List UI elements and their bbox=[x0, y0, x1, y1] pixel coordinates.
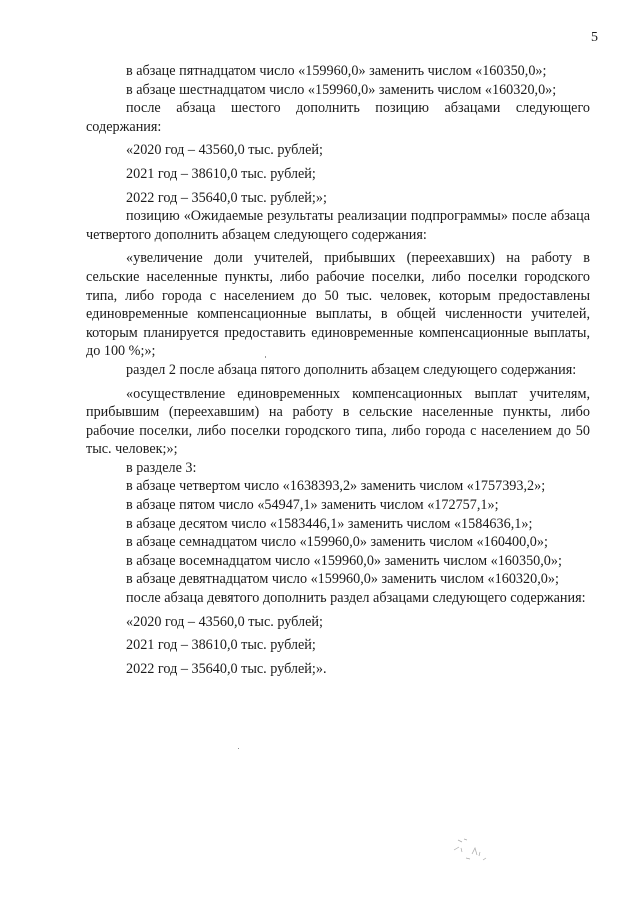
paragraph: «увеличение доли учителей, прибывших (переехавших) на работу в сельские населенные пункты, либо рабочие поселки, либо поселки городского типа, либо города с населением до 50 тыс. человек, которым предоставлены единовременные компенсационные выплаты, в общей численности учителей, которым планируется предоставить единовременные компенсационные выплаты, до 100 %;»; bbox=[86, 250, 590, 360]
paragraph: в абзаце восемнадцатом число «159960,0» заменить числом «160350,0»; bbox=[126, 552, 562, 569]
paragraph: 2022 год – 35640,0 тыс. рублей;»; bbox=[126, 189, 327, 206]
paragraph: после абзаца шестого дополнить позицию абзацами следующего содержания: bbox=[86, 100, 590, 135]
page-number: 5 bbox=[591, 30, 598, 45]
paragraph: 2022 год – 35640,0 тыс. рублей;». bbox=[126, 660, 327, 677]
paragraph: «2020 год – 43560,0 тыс. рублей; bbox=[126, 142, 323, 159]
paragraph: в абзаце девятнадцатом число «159960,0» заменить числом «160320,0»; bbox=[126, 571, 559, 588]
paragraph: после абзаца девятого дополнить раздел абзацами следующего содержания: bbox=[126, 590, 586, 607]
paragraph: в абзаце десятом число «1583446,1» заменить числом «1584636,1»; bbox=[126, 515, 533, 532]
paragraph: 2021 год – 38610,0 тыс. рублей; bbox=[126, 637, 316, 654]
paragraph: позицию «Ожидаемые результаты реализации подпрограммы» после абзаца четвертого дополнить абзацем следующего содержания: bbox=[86, 208, 590, 243]
paragraph: в абзаце пятом число «54947,1» заменить числом «172757,1»; bbox=[126, 497, 499, 514]
paragraph: «2020 год – 43560,0 тыс. рублей; bbox=[126, 613, 323, 630]
paragraph: «осуществление единовременных компенсационных выплат учителям, прибывшим (переехавшим) на работу в сельские населенные пункты, либо рабочие поселки, либо поселки городского типа, либо города с населением до 50 тыс. человек;»; bbox=[86, 385, 590, 458]
scan-speck bbox=[238, 748, 239, 749]
paragraph: в абзаце шестнадцатом число «159960,0» заменить числом «160320,0»; bbox=[126, 81, 557, 98]
scan-artifact bbox=[452, 836, 492, 866]
scan-speck bbox=[265, 356, 266, 358]
paragraph: в разделе 3: bbox=[126, 459, 197, 476]
paragraph: в абзаце четвертом число «1638393,2» заменить числом «1757393,2»; bbox=[126, 478, 546, 495]
paragraph: в абзаце семнадцатом число «159960,0» заменить числом «160400,0»; bbox=[126, 534, 548, 551]
paragraph: 2021 год – 38610,0 тыс. рублей; bbox=[126, 165, 316, 182]
paragraph: раздел 2 после абзаца пятого дополнить абзацем следующего содержания: bbox=[126, 361, 577, 378]
document-body bbox=[86, 62, 590, 678]
paragraph: в абзаце пятнадцатом число «159960,0» заменить числом «160350,0»; bbox=[126, 63, 547, 79]
